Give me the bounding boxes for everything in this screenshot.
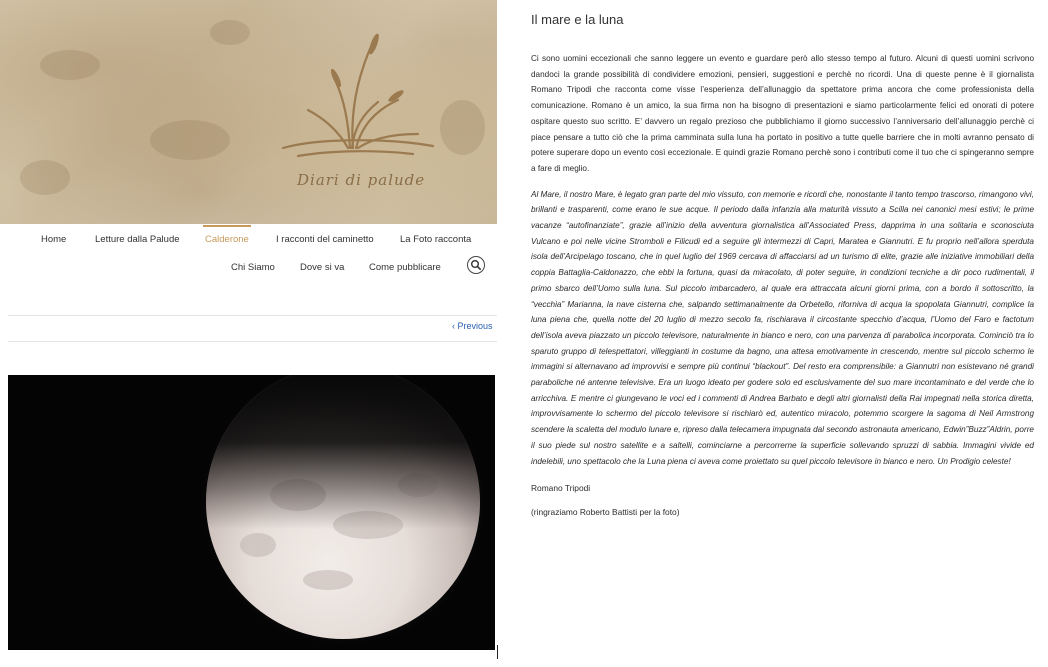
nav-item-chi-siamo[interactable]: Chi Siamo xyxy=(231,262,275,273)
banner-texture xyxy=(40,50,100,80)
nav-item-letture-dalla-palude[interactable]: Letture dalla Palude xyxy=(95,234,180,245)
nav-item-i-racconti-del-caminetto[interactable]: I racconti del caminetto xyxy=(276,234,374,245)
previous-post-link[interactable]: ‹ Previous xyxy=(452,321,493,331)
nav-item-la-foto-racconta[interactable]: La Foto racconta xyxy=(400,234,472,245)
divider xyxy=(8,315,497,316)
logo-text[interactable]: Diari di palude xyxy=(297,171,426,189)
article-intro: Ci sono uomini eccezionali che sanno leggere un evento e guardare però allo stesso tempo al futuro. Alcuni di questi uomini scrivono dandoci la grande possibilità di condividere emozioni, pensieri, suggestioni e perchè no ricordi. Una di queste penne è il giornalista Romano Tripodi che racconta come visse l’esperienza dell’allunaggio da spettatore prima ancora che come professionista della comunicazione. Romano è un amico, la sua firma non ha bisogno di presentazioni e siamo particolarmente felici ed onorati di potere ospitare questo suo scritto. E’ davvero un regalo prezioso che pubblichiamo il giorno successivo l’anniversario dell’allunaggio perchè ci piace pensare a tutto ciò che la prima camminata sulla luna ha portato in positivo a tutte quelle barriere che in molti avranno pensato di potere superare dopo un evento così eccezionale. E quindi grazie Romano perchè sono i contributi come il tuo che ci spingeranno sempre a fare di meglio. xyxy=(531,54,1034,173)
nav-item-home[interactable]: Home xyxy=(41,234,67,245)
banner-texture xyxy=(150,120,230,160)
nav-item-come-pubblicare[interactable]: Come pubblicare xyxy=(369,262,441,273)
search-icon xyxy=(470,259,482,271)
banner-texture xyxy=(210,20,250,45)
banner-texture xyxy=(20,160,70,195)
main-nav xyxy=(0,226,497,254)
divider xyxy=(8,341,497,342)
moon-eclipse-image xyxy=(8,375,495,650)
text-cursor xyxy=(497,645,498,659)
secondary-nav xyxy=(0,256,497,280)
moon-photo xyxy=(8,375,495,650)
search-button[interactable] xyxy=(467,256,485,274)
reeds-logo-icon[interactable] xyxy=(278,30,438,180)
photo-credit: (ringraziamo Roberto Battisti per la foto) xyxy=(531,507,680,518)
article-body: Al Mare, il nostro Mare, è legato gran parte del mio vissuto, con memorie e ricordi che, nonostante il tanto tempo trascorso, rimangono vivi, brillanti e trasparenti, come erano le sue acque. Il periodo dalla infanzia alla maturità vissuto a Scilla nei canonici mesi estivi; le prime vacanze “autofinanziate”, grazie all’inizio della avventura giornalistica all’Associated Press, dapprima in una solitaria e sconosciuta Vulcano e poi nelle vicine Stromboli e Filicudi ed a seguire gli intermezzi di Capri, Maratea e Giannutri. E fu proprio nell’allora sperduta isola dell’Arcipelago toscano, che in quel luglio del 1969 cercava di affacciarsi ad un turismo di elite, grazie alle iniziative immobiliari della coppia Battaglia-Caldonazzo, che ebbi la fortuna, quasi da miracolato, di poter seguire, in condizioni tecniche a dir poco rudimentali, il primo sbarco dell’Uomo sulla luna. Sul piccolo imbarcadero, al quale era attraccata alcuni giorni prima, con a bordo il sottoscritto, la “vecchia” Marianna, la nave cisterna che, salpando settimanalmente da Orbetello, riforniva di acqua la spopolata Giannutri, complice la luna piena che, quella notte del 20 luglio di mezzo secolo fa, rischiarava il circostante specchio d’acqua, l’Uomo del Faro e factotum dell’isola aveva piazzato un piccolo televisore, naturalmente in bianco e nero, con una parvenza di parabolica incorporata. Cominciò tra lo sparuto gruppo di telespettatori, villeggianti in costume da bagno, una attesa emotivamente in crescendo, mentre sul piccolo schermo le immagini si alternavano ad improvvisi e sempre più continui “blackout”. Del resto era comprensibile: a Giannutri non esistevano né grandi paraboliche né antenne televisive. Era un luogo ideato per godere solo ed esclusivamente del suo mare incontaminato e del verde che lo arricchiva. E mentre ci giungevano le voci ed i commenti di Andrea Barbato e degli altri giornalisti della Rai impegnati nella storica diretta, improvvisamente lo schermo del piccolo televisore si rischiarò ed, autentico miracolo, potemmo scorgere la sagoma di Neil Armstrong scendere la scaletta del modulo lunare e, ripreso dalla telecamera impugnata dal secondo astronauta americano, Edwin”Buzz”Aldrin, porre il suo piede sul nostro satellite e a saltelli, cominciarne a percorrerne la superficie sollevando spruzzi di sabbia. Immagini vivide ed indelebili, uno spettacolo che la Luna piena ci aveva come proiettato su quel piccolo televisore in bianco e nero. Un Prodigio celeste! xyxy=(531,189,1034,466)
nav-item-calderone[interactable]: Calderone xyxy=(205,234,249,245)
article xyxy=(531,12,1034,517)
article-title: Il mare e la luna xyxy=(531,12,624,27)
banner-texture xyxy=(440,100,485,155)
nav-item-dove-si-va[interactable]: Dove si va xyxy=(300,262,345,273)
header-banner xyxy=(0,0,497,224)
article-author: Romano Tripodi xyxy=(531,483,591,494)
